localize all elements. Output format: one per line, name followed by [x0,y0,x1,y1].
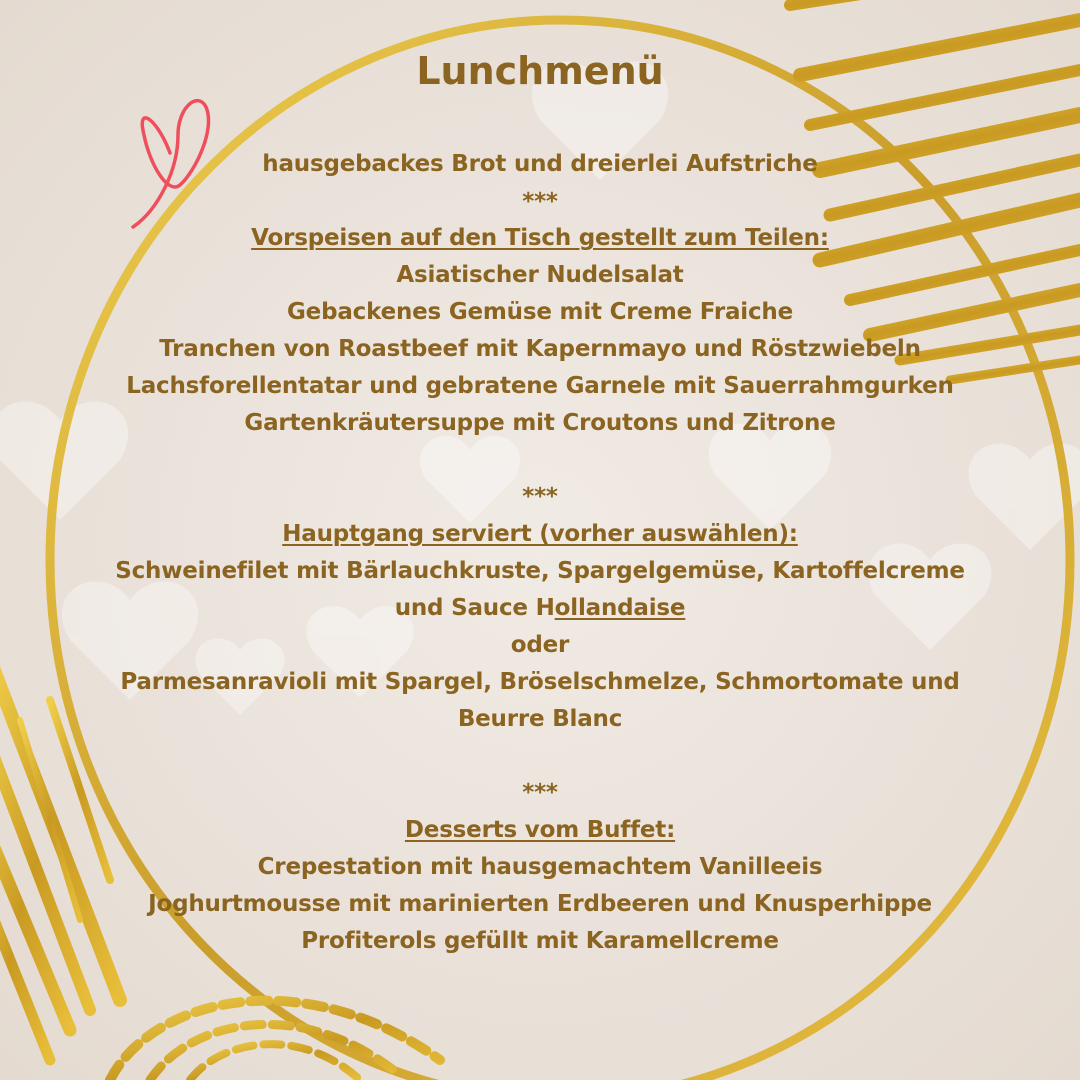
dessert-item: Profiterols gefüllt mit Karamellcreme [301,928,779,954]
menu-title: Lunchmenü [416,49,664,93]
starter-item: Lachsforellentatar und gebratene Garnele mit Sauerrahmgurken [126,373,954,399]
or-label: oder [510,632,570,658]
main-option-2-cont: Beurre Blanc [457,706,623,732]
starter-heading: Vorspeisen auf den Tisch gestellt zum Teilen: [251,225,829,251]
main-heading: Hauptgang serviert (vorher auswählen): [282,521,798,547]
main-option-1-cont [0,593,1080,623]
starter-item: Gartenkräutersuppe mit Croutons und Zitrone [244,410,836,436]
starter-item: Gebackenes Gemüse mit Creme Fraiche [287,299,793,325]
separator: *** [522,189,558,215]
starter-item: Tranchen von Roastbeef mit Kapernmayo und Röstzwiebeln [159,336,921,362]
main-option-2: Parmesanravioli mit Spargel, Bröselschmelze, Schmortomate und [120,669,960,695]
dessert-heading: Desserts vom Buffet: [404,817,676,843]
separator: *** [522,484,558,510]
dessert-item: Joghurtmousse mit marinierten Erdbeeren und Knusperhippe [148,891,932,917]
starter-item: Asiatischer Nudelsalat [396,262,684,288]
separator: *** [522,780,558,806]
dessert-item: Crepestation mit hausgemachtem Vanilleeis [257,854,823,880]
main-option-1: Schweinefilet mit Bärlauchkruste, Spargelgemüse, Kartoffelcreme [115,558,965,584]
bread-course: hausgebackes Brot und dreierlei Aufstriche [262,151,818,177]
main-option-1-underlined: ollandaise [554,595,686,621]
main-option-1-part: und Sauce H [394,595,555,621]
